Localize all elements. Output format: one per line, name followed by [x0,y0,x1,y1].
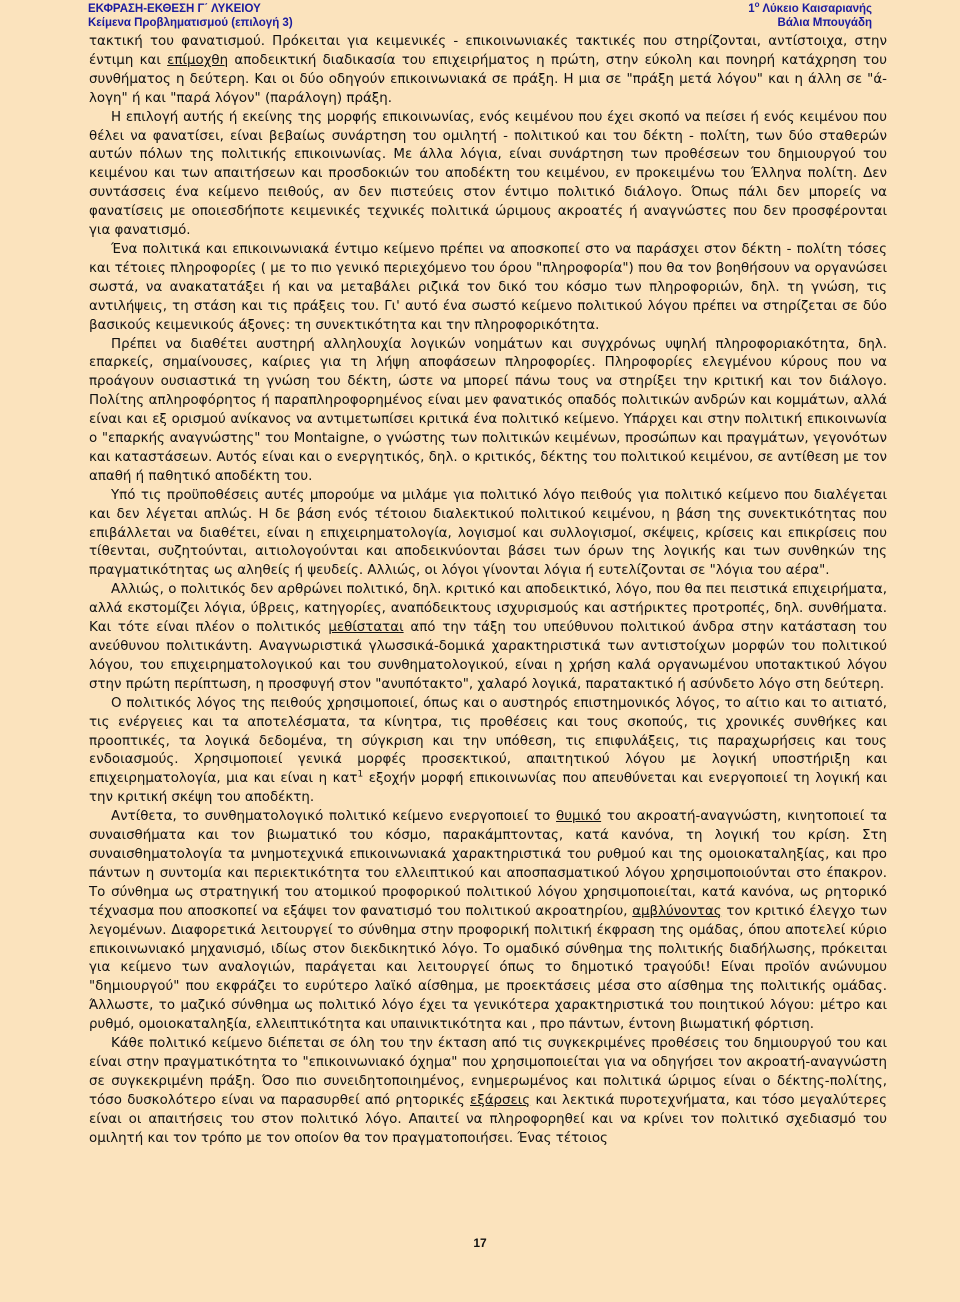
header-right [748,2,872,30]
paragraph-1: τακτική του φανατισμού. Πρόκειται για κειμενικές - επικοινωνιακές τακτικές που στηρίζονται, αντίστοιχα, στην έντιμη και επίμοχθη αποδεικτική διαδικασία του επιχειρήματος η πρώτη, στην εύκολη και πονηρή κατάχρηση του συνθήματος η δεύτερη. Και οι δύο οδηγούν επικοινωνιακά σε πράξη. Η μια σε "πράξη μετά λόγου" και η άλλη σε "ά-λογη" ή και "παρά λόγον" (παράλογη) πράξη. [89,34,887,106]
paragraph-7: Ο πολιτικός λόγος της πειθούς χρησιμοποιεί, όπως και ο αυστηρός επιστημονικός λόγος, το αίτιο και το αιτιατό, τις ενέργειες και τα αποτελέσματα, τα κίνητρα, τις προθέσεις και τους σκοπούς, τις χρονικές συνθήκες και προοπτικές, τα λογικά δεδομένα, τη σύγκριση και την υπόθεση, τις επιφυλάξεις, τις παραχωρήσεις και τους ενδοιασμούς. Χρησιμοποιεί γενικά μορφές προσεκτικού, απαιτητικού λόγου με λογική υποστήριξη και επιχειρηματολογία, μια και είναι η κατ$^1$ εξοχήν μορφή επικοινωνίας που απευθύνεται και ενεργοποιεί τη λογική και την κριτική σκέψη του αποδέκτη. [89,695,887,806]
paragraph-9: Κάθε πολιτικό κείμενο διέπεται σε όλη του την έκταση από τις συγκεκριμένες προθέσεις του δημιουργού του και είναι στην πραγματικότητα το "επικοινωνιακό όχημα" που χρησιμοποιείται για να οδηγήσει τον ακροατή-αναγνώστη σε συγκεκριμένη πράξη. Όσο πιο συνειδητοποιημένος, ενημερωμένος και πολιτικά ώριμος είναι ο δέκτης-πολίτης, τόσο δυσκολότερο είναι να παρασυρθεί από ρητορικές εξάρσεις και λεκτικά πυροτεχνήματα, και τόσο μεγαλύτερες είναι οι απαιτήσεις του στον πολιτικό λόγο. Απαιτεί να πληροφορηθεί και να κρίνει τον πολιτικό σχεδιασμό του ομιλητή και τον τρόπο με τον οποίον θα τον πραγματοποιήσει. Ένας τέτοιος [89,1036,887,1146]
page-number: 17 [473,1236,487,1250]
document-body [89,33,887,1148]
paragraph-8: Αντίθετα, το συνθηματολογικό πολιτικό κείμενο ενεργοποιεί το θυμικό του ακροατή-αναγνώστη, κινητοποιεί τα συναισθήματα και τον βιωματικό του κόσμο, παρακάμπτοντας, κατά κανόνα, τη λογική του κρίση. Στη συναισθηματολογία τα μνημοτεχνικά επικοινωνιακά χαρακτηριστικά του ρυθμού και της ομοιοκαταληξίας, και προ πάντων η συντομία και περιεκτικότητα του ελλειπτικού και αποσπασματικού λόγου χρησιμοποιούνται στο έπακρον. Το σύνθημα ως στρατηγική του ατομικού προφορικού πολιτικού λόγου χρησιμοποιείται, κατά κανόνα, ως ρητορικό τέχνασμα που αποσκοπεί να εξάψει τον φανατισμό του πολιτικού ακροατηρίου, αμβλύνοντας τον κριτικό έλεγχο των λεγομένων. Διαφορετικά λειτουργεί το σύνθημα στην προφορική πολιτική έκφραση της ομάδας, όπου αποτελεί κύριο επικοινωνιακό μηχανισμό, ιδίως στον διεκδικητικό λόγο. Το ομαδικό σύνθημα της πολιτικής διαδήλωσης, πρόκειται για κείμενο των αναλογιών, παράγεται και λειτουργεί όπως το δημοτικό τραγούδι! Είναι προϊόν ανώνυμου "δημιουργού" που εκφράζει το ευρύτερο λαϊκό αίσθημα, με προεκτάσεις μέσα στο αίσθημα της πολιτικής ομάδας. Άλλωστε, το μαζικό σύνθημα ως πολιτικό λόγο έχει τα γενικότερα χαρακτηριστικά του ποιητικού λόγου: μέτρο και ρυθμό, ομοιοκαταληξία, ελλειπτικότητα και υπαινικτικότητα και , προ πάντων, έντονη βιωματική φόρτιση. [89,809,887,1033]
paragraph-3: Ένα πολιτικά και επικοινωνιακά έντιμο κείμενο πρέπει να αποσκοπεί στο να παράσχει στον δέκτη - πολίτη τόσες και τέτοιες πληροφορίες ( με το πιο γενικό περιεχόμενο του όρου "πληροφορία") που θα τον βοηθήσουν να οργανώσει σωστά, να ανακατατάξει ή και να μεταβάλει ριζικά τον δικό του κόσμο των πληροφοριών, δηλ. τη γνώση, τις αντιλήψεις, τη στάση και τις πράξεις του. Γι' αυτό ένα σωστό κείμενο πολιτικού λόγου πρέπει να στηρίζεται σε δύο βασικούς κειμενικούς άξονες: τη συνεκτικότητα και την πληροφορικότητα. [89,241,887,333]
header-left [88,2,293,30]
school-name: $1^o$ Λύκειο Καισαριανής [748,0,872,15]
paragraph-6: Αλλιώς, ο πολιτικός δεν αρθρώνει πολιτικό, δηλ. κριτικό και αποδεικτικό, λόγο, που θα πει πειστικά επιχειρήματα, αλλά εκστομίζει λόγια, ύβρεις, κατηγορίες, αναπόδεικτους ισχυρισμούς και αστήρικτες προτροπές, δηλ. συνθήματα. Και τότε είναι πλέον ο πολιτικός μεθίσταται από την τάξη του υπεύθυνου πολιτικού άνδρα στην κατάσταση του ανεύθυνου πολιτικάντη. Αναγνωριστικά γλωσσικά-δομικά χαρακτηριστικά των αντιστοίχων μορφών του πολιτικού λόγου, του επιχειρηματολογικού και του συνθηματολογικού, είναι η χρήση καλά οργανωμένου υποτακτικού λόγου στην πρώτη περίπτωση, η προσφυγή στον "ανυπότακτο", χαλαρό λογικά, παρατακτικό ή ασύνδετο λόγο στη δεύτερη. [89,582,887,692]
page-header [88,2,872,30]
paragraph-4: Πρέπει να διαθέτει αυστηρή αλληλουχία λογικών νοημάτων και συγχρόνως υψηλή πληροφοριακότητα, δηλ. επαρκείς, σημαίνουσες, καίριες για τη λήψη αποφάσεων πληροφορίες. Πληροφορίες ελεγμένου κύρους που να προάγουν ουσιαστικά τη γνώση του δέκτη, ώστε να μπορεί πάνω τους να στηρίξει την κριτική και τον διάλογο. Πολίτης απληροφόρητος ή παραπληροφορημένος είναι μεν φανατικός οπαδός πολιτικών ανδρών και κομμάτων, αλλά είναι και εξ ορισμού ανίκανος να αντιμετωπίσει κριτικά ένα πολιτικό κείμενο. Υπάρχει και στην πολιτική επικοινωνία ο "επαρκής αναγνώστης" του Montaigne, ο γνώστης των πολιτικών κειμένων, προσώπων και πραγμάτων, γεγονότων και καταστάσεων. Αυτός είναι και ο ενεργητικός, δηλ. ο κριτικός, δέκτης του πολιτικού κειμένου, σε αντίθεση με τον απαθή ή παθητικό αποδέκτη του. [89,336,887,484]
author-name: Βάλια Μπουγάδη [777,17,872,29]
course-title: ΕΚΦΡΑΣΗ-ΕΚΘΕΣΗ Γ΄ ΛΥΚΕΙΟΥ [88,3,261,15]
paragraph-2: Η επιλογή αυτής ή εκείνης της μορφής επικοινωνίας, ενός κειμένου που έχει σκοπό να πείσει ή ενός κειμένου που θέλει να φανατίσει, είναι βεβαίως συνάρτηση του ομιλητή - πολιτικού και του δέκτη - πολίτη, των δύο σταθερών αυτών πόλων της πολιτικής επικοινωνίας. Με άλλα λόγια, είναι συνάρτηση των προθέσεων του δημιουργού του κειμένου και των απαιτήσεων και προσδοκιών του αποδέκτη του κειμένου, εν προκειμένω του Έλληνα πολίτη. Δεν συντάσσεις ένα κείμενο πειθούς, αν δεν πιστεύεις στον έντιμο πολιτικό διάλογο. Όπως πάλι δεν μπορείς να φανατίσεις με οποιεσδήποτε κειμενικές τεχνικές πολιτικά ώριμους ακροατές ή αναγνώστες που δεν προσφέρονται για φανατισμό. [89,109,887,239]
course-subtitle: Κείμενα Προβληματισμού (επιλογή 3) [88,17,293,29]
paragraph-5: Υπό τις προϋποθέσεις αυτές μπορούμε να μιλάμε για πολιτικό λόγο πειθούς για πολιτικό κείμενο που διαλέγεται και δεν λέγεται απλώς. Η δε βάση ενός τέτοιου διαλεκτικού πολιτικού κειμένου, η βάση της συνεκτικότητας που επιβάλλεται να διαθέτει, είναι η επιχειρηματολογία, λογισμοί και συλλογισμοί, σκέψεις, κρίσεις και επικρίσεις που τίθενται, συζητούνται, αιτιολογούνται και αποδεικνύονται βάσει των όρων της λογικής και των συνθηκών της πραγματικότητας ως αληθείς ή ψευδείς. Αλλιώς, οι λόγοι γίνονται λόγια ή ευτελίζονται σε "λόγια του αέρα". [89,487,887,579]
